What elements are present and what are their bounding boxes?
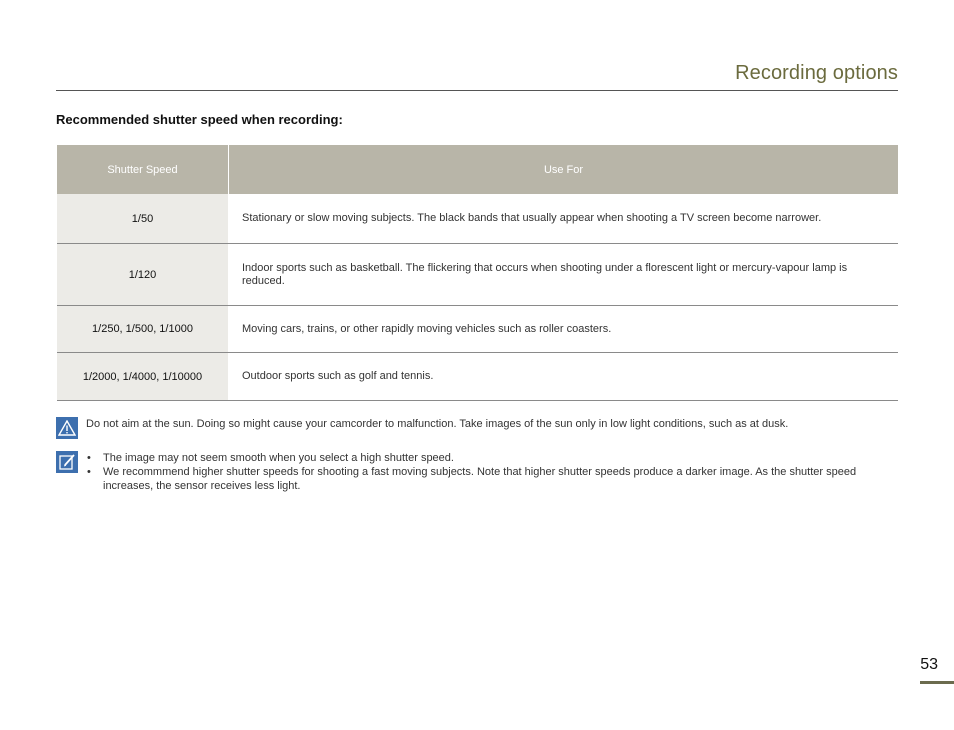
shutter-speed-cell: 1/120 [57,244,228,305]
column-header-shutter-speed: Shutter Speed [57,145,229,194]
memo-item: • The image may not seem smooth when you select a high shutter speed. [103,451,903,465]
section-heading: Recommended shutter speed when recording: [56,112,343,127]
table-row [57,244,898,306]
use-for-cell: Outdoor sports such as golf and tennis. [242,370,434,382]
warning-triangle-icon [56,417,78,439]
table-row [57,306,898,353]
table-row [57,353,898,401]
use-for-cell: Indoor sports such as basketball. The flickering that occurs when shooting under a florescent light or mercury-vapour lamp is reduced. [242,261,848,287]
warning-text: Do not aim at the sun. Doing so might cause your camcorder to malfunction. Take images of the sun only in low light conditions, such as at dusk. [86,418,789,430]
table-row [57,194,898,244]
memo-list [86,451,903,493]
use-for-cell: Moving cars, trains, or other rapidly moving vehicles such as roller coasters. [242,322,612,335]
page-number-underline [920,681,954,684]
page-number: 53 [920,656,938,673]
shutter-speed-cell: 1/2000, 1/4000, 1/10000 [57,353,228,400]
page-title: Recording options [735,62,898,84]
use-for-cell: Stationary or slow moving subjects. The black bands that usually appear when shooting a TV screen become narrower. [242,212,822,224]
shutter-speed-cell: 1/250, 1/500, 1/1000 [57,306,228,352]
shutter-speed-table [57,145,898,401]
memo-pencil-icon [56,451,78,473]
column-header-use-for: Use For [543,163,584,176]
title-divider [56,90,898,91]
table-header-row [57,145,898,194]
shutter-speed-cell: 1/50 [57,194,228,243]
memo-item: • We recommmend higher shutter speeds for shooting a fast moving subjects. Note that higher shutter speeds produce a darker image. As the shutter speed increases, the sensor receives less light. [103,465,903,493]
